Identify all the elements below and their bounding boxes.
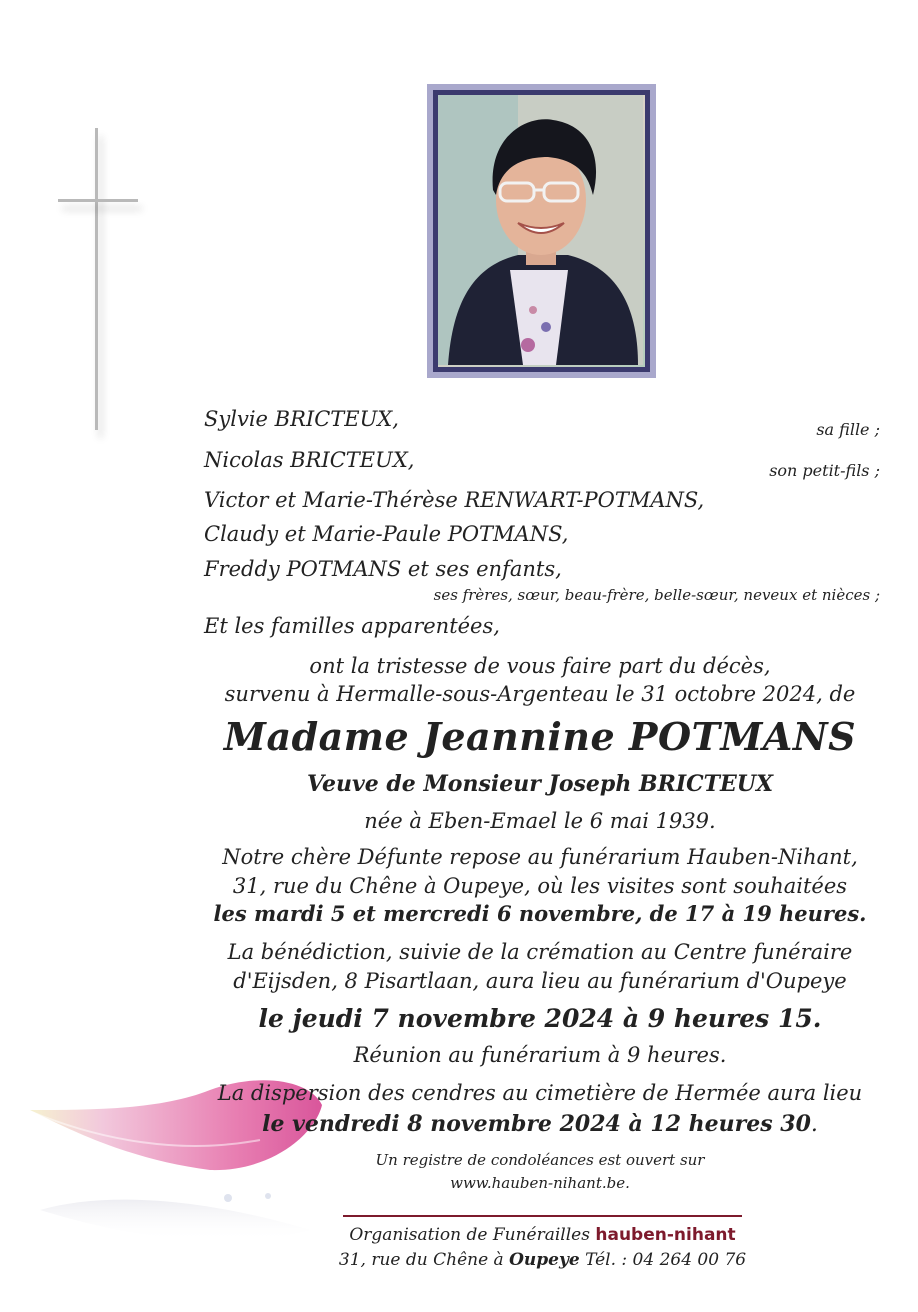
cross-vertical-bar: [95, 128, 98, 430]
deceased-name: Madame Jeannine POTMANS: [223, 714, 857, 759]
family-name-4: Claudy et Marie-Paule POTMANS,: [204, 522, 569, 546]
footer-city: Oupeye: [509, 1250, 580, 1270]
dispersion-date-line: [190, 1111, 890, 1137]
family-name-2: Nicolas BRICTEUX,: [204, 448, 415, 472]
portrait-illustration: [438, 95, 643, 365]
family-name-6: Et les familles apparentées,: [204, 614, 500, 638]
condolences-website[interactable]: www.hauben-nihant.be.: [450, 1174, 630, 1192]
footer-divider: [343, 1215, 742, 1217]
visits-line-2: 31, rue du Chêne à Oupeye, où les visites sont souhaitées: [232, 874, 848, 898]
family-role-5: ses frères, sœur, beau-frère, belle-sœur, neveux et nièces ;: [433, 586, 880, 604]
visits-dates: les mardi 5 et mercredi 6 novembre, de 17 à 19 heures.: [213, 901, 867, 926]
family-role-2: son petit-fils ;: [769, 461, 880, 480]
dispersion-period: .: [810, 1112, 818, 1137]
footer-address-prefix: 31, rue du Chêne à: [338, 1250, 504, 1270]
footer-organisation: [343, 1225, 742, 1245]
ceremony-line-1: La bénédiction, suivie de la crémation au Centre funéraire: [227, 940, 853, 964]
widow-of: Veuve de Monsieur Joseph BRICTEUX: [306, 771, 774, 797]
family-name-5: Freddy POTMANS et ses enfants,: [204, 557, 562, 581]
dispersion-line-1: La dispersion des cendres au cimetière de Hermée aura lieu: [217, 1081, 863, 1105]
ceremony-line-2: d'Eijsden, 8 Pisartlaan, aura lieu au funérarium d'Oupeye: [233, 969, 847, 993]
visits-line-1: Notre chère Défunte repose au funérarium Hauben-Nihant,: [222, 845, 858, 869]
footer-phone: Tél. : 04 264 00 76: [585, 1250, 747, 1270]
announcement-line-1: ont la tristesse de vous faire part du décès,: [309, 654, 771, 678]
birth-info: née à Eben-Emael le 6 mai 1939.: [364, 809, 716, 833]
dispersion-date: le vendredi 8 novembre 2024 à 12 heures 30: [262, 1111, 811, 1137]
family-role-1: sa fille ;: [816, 420, 880, 439]
footer-brand-logo: hauben-nihant: [595, 1225, 736, 1245]
portrait-frame: [427, 84, 656, 378]
footer-org-label: Organisation de Funérailles: [349, 1225, 590, 1245]
announcement-line-2: survenu à Hermalle-sous-Argenteau le 31 octobre 2024, de: [224, 682, 856, 706]
portrait-photo: [438, 95, 645, 367]
family-name-3: Victor et Marie-Thérèse RENWART-POTMANS,: [204, 488, 705, 512]
condolences-line: Un registre de condoléances est ouvert sur: [375, 1151, 705, 1169]
cross-horizontal-bar: [58, 199, 138, 202]
meeting-info: Réunion au funérarium à 9 heures.: [353, 1043, 727, 1067]
footer-address: [330, 1250, 755, 1270]
ceremony-date: le jeudi 7 novembre 2024 à 9 heures 15.: [258, 1004, 822, 1033]
family-name-1: Sylvie BRICTEUX,: [204, 407, 399, 431]
portrait-inner-border: [433, 90, 650, 372]
